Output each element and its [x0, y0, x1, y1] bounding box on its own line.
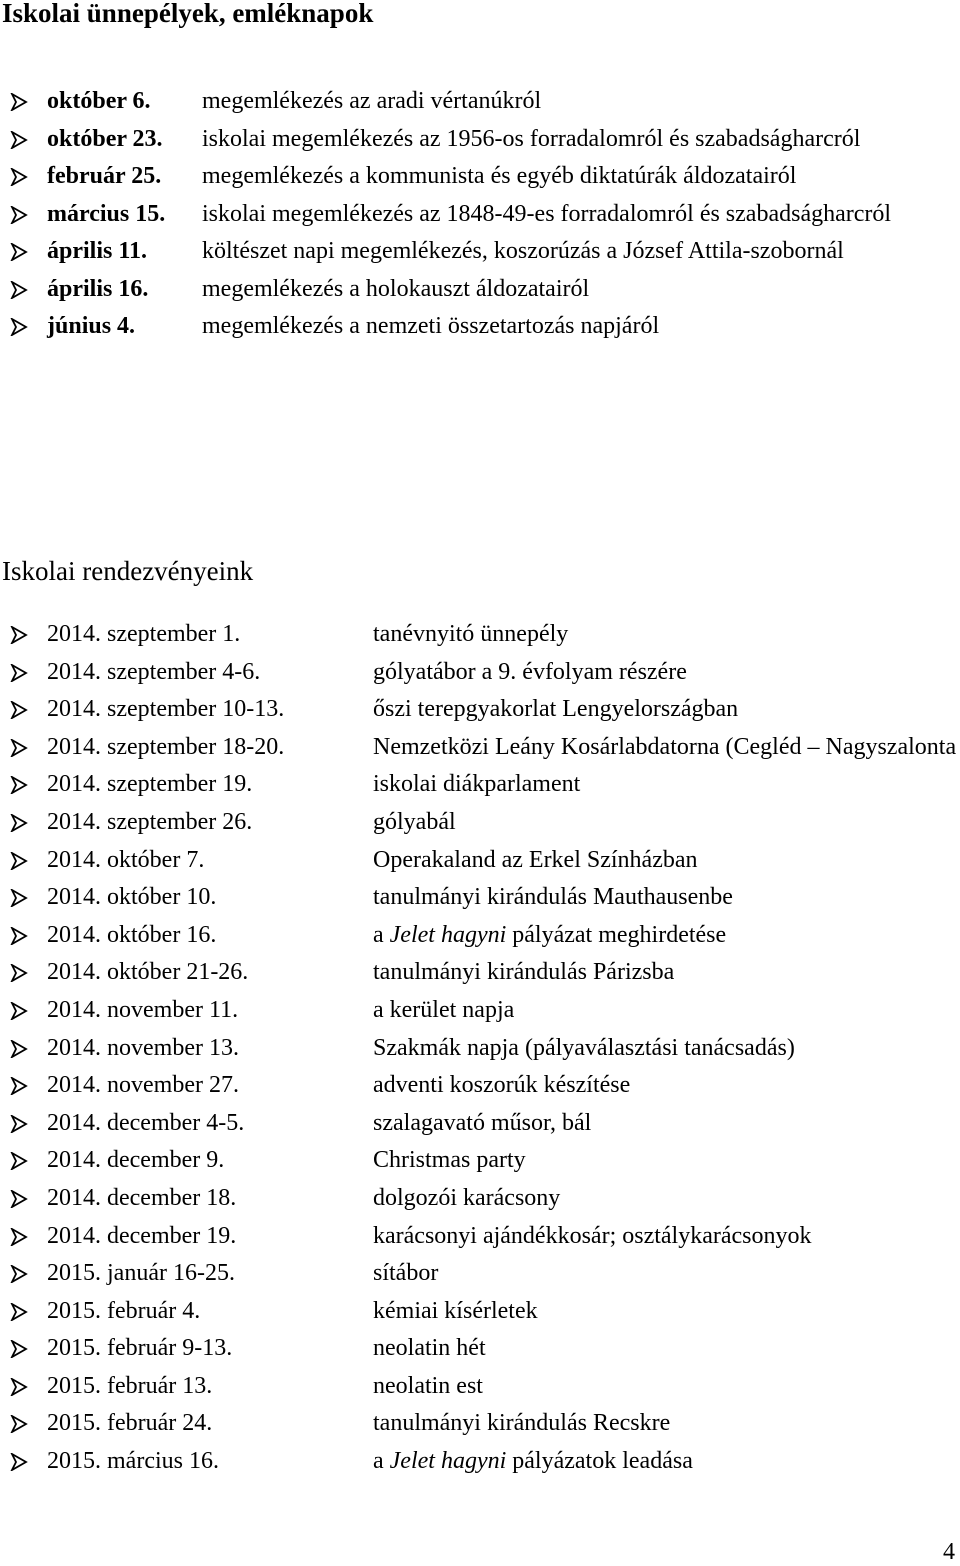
arrowhead-bullet-icon: [10, 206, 28, 224]
commemoration-date: június 4.: [47, 313, 136, 339]
commemoration-desc: megemlékezés a holokauszt áldozatairól: [202, 275, 590, 302]
page-title: Iskolai ünnepélyek, emléknapok: [2, 0, 374, 28]
arrowhead-bullet-icon: [10, 889, 28, 907]
event-desc: adventi koszorúk készítése: [373, 1072, 631, 1099]
list-item: [0, 1255, 958, 1293]
event-desc: gólyabál: [373, 808, 456, 835]
arrowhead-bullet-icon: [10, 964, 28, 982]
arrowhead-bullet-icon: [10, 626, 28, 644]
list-item: [0, 654, 958, 692]
event-date: 2014. december 18.: [47, 1184, 237, 1211]
event-date: 2015. január 16-25.: [47, 1260, 235, 1287]
list-item: [0, 158, 958, 196]
list-item: [0, 1142, 958, 1180]
event-desc: Operakaland az Erkel Színházban: [373, 846, 698, 873]
arrowhead-bullet-icon: [10, 1228, 28, 1246]
event-date: 2014. november 13.: [47, 1034, 239, 1061]
commemoration-list: [0, 83, 958, 346]
event-date: 2015. február 13.: [47, 1372, 213, 1399]
event-desc: neolatin est: [373, 1372, 483, 1399]
event-desc: neolatin hét: [373, 1335, 486, 1362]
event-date: 2014. október 7.: [47, 846, 205, 873]
list-item: [0, 1330, 958, 1368]
event-desc: dolgozói karácsony: [373, 1184, 561, 1211]
list-item: [0, 1218, 958, 1256]
event-date: 2014. szeptember 19.: [47, 771, 253, 798]
arrowhead-bullet-icon: [10, 131, 28, 149]
event-date: 2014. december 4-5.: [47, 1109, 245, 1136]
list-item: [0, 992, 958, 1030]
commemoration-date: október 23.: [47, 125, 163, 152]
list-item: [0, 121, 958, 159]
commemoration-date: április 16.: [47, 275, 149, 302]
list-item: [0, 233, 958, 271]
event-desc: sítábor: [373, 1260, 439, 1287]
list-item: [0, 1443, 958, 1481]
event-date: 2014. október 16.: [47, 921, 217, 948]
event-date: 2015. február 4.: [47, 1297, 201, 1324]
arrowhead-bullet-icon: [10, 1340, 28, 1358]
event-desc: a kerület napja: [373, 996, 515, 1023]
event-date: 2015. március 16.: [47, 1448, 219, 1475]
list-item: [0, 917, 958, 955]
list-item: [0, 271, 958, 309]
commemoration-date: március 15.: [47, 200, 166, 227]
arrowhead-bullet-icon: [10, 739, 28, 757]
event-desc: Szakmák napja (pályaválasztási tanácsadás): [373, 1034, 795, 1061]
event-desc: Nemzetközi Leány Kosárlabdatorna (Cegléd – Nagyszalonta: [373, 733, 957, 760]
commemoration-desc: költészet napi megemlékezés, koszorúzás a József Attila-szobornál: [202, 238, 844, 264]
list-item: [0, 1180, 958, 1218]
commemoration-date: április 11.: [47, 238, 148, 264]
event-date: 2015. február 24.: [47, 1410, 213, 1437]
arrowhead-bullet-icon: [10, 852, 28, 870]
list-item: [0, 842, 958, 880]
arrowhead-bullet-icon: [10, 1040, 28, 1058]
event-date: 2014. szeptember 1.: [47, 621, 241, 647]
event-desc: Christmas party: [373, 1147, 526, 1174]
event-date: 2014. november 11.: [47, 996, 239, 1023]
commemoration-desc: megemlékezés a nemzeti összetartozás napjáról: [202, 313, 660, 339]
arrowhead-bullet-icon: [10, 1077, 28, 1095]
arrowhead-bullet-icon: [10, 1190, 28, 1208]
arrowhead-bullet-icon: [10, 281, 28, 299]
event-date: 2014. szeptember 26.: [47, 808, 253, 835]
list-item: [0, 954, 958, 992]
list-item: [0, 308, 958, 346]
event-date: 2014. szeptember 10-13.: [47, 696, 285, 723]
commemoration-desc: iskolai megemlékezés az 1848-49-es forradalomról és szabadságharcról: [202, 200, 892, 227]
event-desc: iskolai diákparlament: [373, 771, 581, 798]
event-date: 2015. február 9-13.: [47, 1335, 233, 1362]
event-desc: karácsonyi ajándékkosár; osztálykarácsonyok: [373, 1222, 812, 1249]
arrowhead-bullet-icon: [10, 1303, 28, 1321]
event-desc: őszi terepgyakorlat Lengyelországban: [373, 696, 739, 723]
list-item: [0, 766, 958, 804]
event-desc: tanulmányi kirándulás Recskre: [373, 1410, 671, 1437]
event-date: 2014. október 10.: [47, 884, 217, 911]
arrowhead-bullet-icon: [10, 168, 28, 186]
event-desc: gólyatábor a 9. évfolyam részére: [373, 658, 687, 685]
arrowhead-bullet-icon: [10, 927, 28, 945]
arrowhead-bullet-icon: [10, 1265, 28, 1283]
arrowhead-bullet-icon: [10, 1002, 28, 1020]
arrowhead-bullet-icon: [10, 1453, 28, 1471]
list-item: [0, 1030, 958, 1068]
commemoration-desc: megemlékezés a kommunista és egyéb diktatúrák áldozatairól: [202, 163, 797, 189]
arrowhead-bullet-icon: [10, 701, 28, 719]
list-item: [0, 729, 958, 767]
commemoration-desc: iskolai megemlékezés az 1956-os forradalomról és szabadságharcról: [202, 125, 861, 152]
event-date: 2014. szeptember 18-20.: [47, 733, 285, 760]
list-item: [0, 196, 958, 234]
arrowhead-bullet-icon: [10, 776, 28, 794]
events-list: [0, 616, 958, 1481]
event-desc: tanulmányi kirándulás Mauthausenbe: [373, 884, 733, 911]
list-item: [0, 804, 958, 842]
arrowhead-bullet-icon: [10, 318, 28, 336]
list-item: [0, 1405, 958, 1443]
event-desc: a Jelet hagyni pályázat meghirdetése: [373, 921, 727, 948]
arrowhead-bullet-icon: [10, 1115, 28, 1133]
event-date: 2014. október 21-26.: [47, 959, 249, 986]
event-desc: szalagavató műsor, bál: [373, 1109, 592, 1136]
event-date: 2014. szeptember 4-6.: [47, 658, 261, 685]
event-desc: a Jelet hagyni pályázatok leadása: [373, 1448, 693, 1475]
page-number: 4: [943, 1539, 955, 1565]
commemoration-date: október 6.: [47, 88, 151, 114]
italic-title: Jelet hagyni: [389, 1448, 507, 1475]
commemoration-date: február 25.: [47, 163, 162, 189]
event-date: 2014. december 19.: [47, 1222, 237, 1249]
event-date: 2014. november 27.: [47, 1072, 239, 1099]
list-item: [0, 691, 958, 729]
arrowhead-bullet-icon: [10, 1152, 28, 1170]
event-desc: tanévnyitó ünnepély: [373, 621, 569, 647]
arrowhead-bullet-icon: [10, 1378, 28, 1396]
section-heading: Iskolai rendezvényeink: [2, 556, 254, 586]
arrowhead-bullet-icon: [10, 93, 28, 111]
list-item: [0, 1067, 958, 1105]
arrowhead-bullet-icon: [10, 814, 28, 832]
list-item: [0, 83, 958, 121]
event-date: 2014. december 9.: [47, 1147, 225, 1174]
list-item: [0, 1368, 958, 1406]
italic-title: Jelet hagyni: [389, 921, 507, 948]
list-item: [0, 1293, 958, 1331]
arrowhead-bullet-icon: [10, 243, 28, 261]
event-desc: tanulmányi kirándulás Párizsba: [373, 959, 675, 986]
arrowhead-bullet-icon: [10, 1415, 28, 1433]
event-desc: kémiai kísérletek: [373, 1297, 538, 1324]
commemoration-desc: megemlékezés az aradi vértanúkról: [202, 88, 542, 114]
list-item: [0, 1105, 958, 1143]
list-item: [0, 616, 958, 654]
arrowhead-bullet-icon: [10, 664, 28, 682]
list-item: [0, 879, 958, 917]
